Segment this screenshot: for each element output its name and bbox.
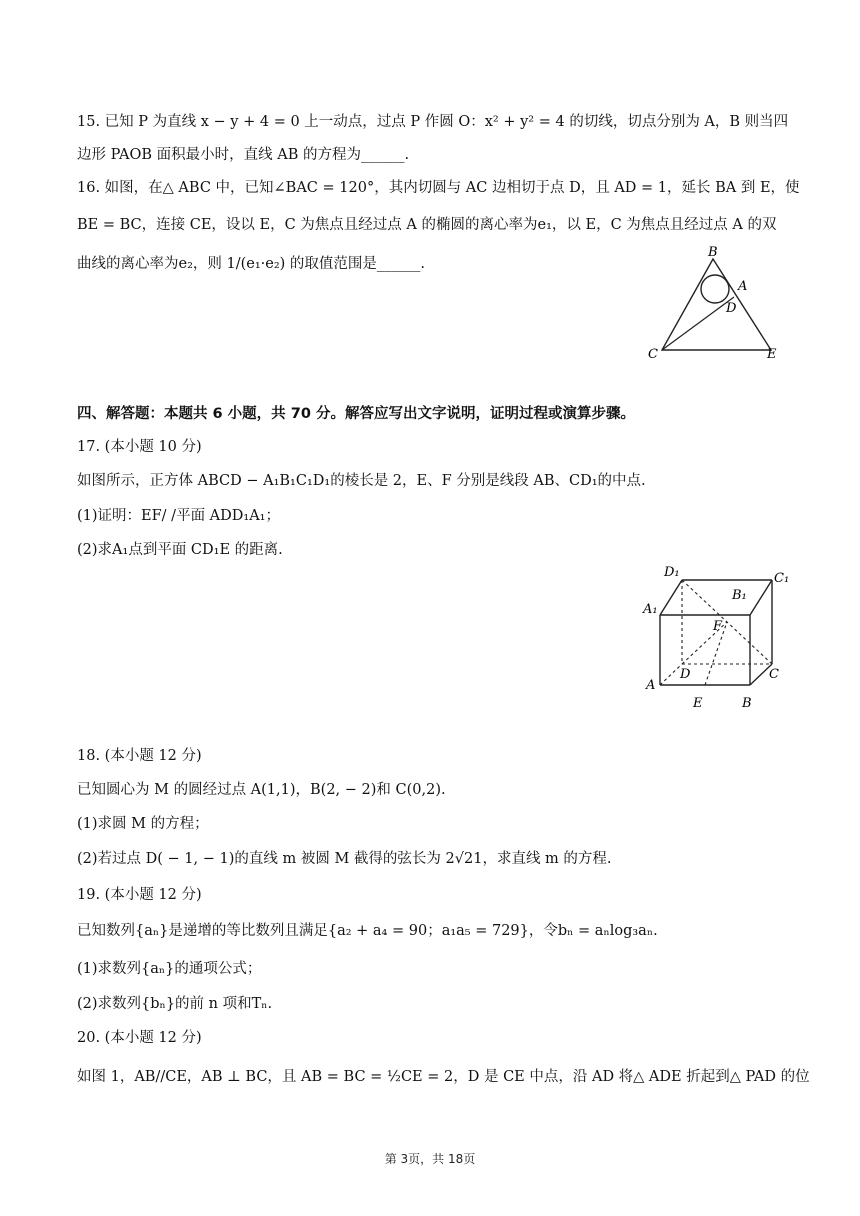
fig-label-C: C — [648, 347, 658, 362]
problem-18-line-2: (1)求圆 M 的方程； — [77, 816, 209, 832]
problem-16-line-1: 16. 如图，在△ ABC 中，已知∠BAC = 120°，其内切圆与 AC 边相切于点 D，且 AD = 1，延长 BA 到 E，使 — [77, 180, 800, 196]
problem-19-line-1: 已知数列{aₙ}是递增的等比数列且满足{a₂ + a₄ = 90；a₁a₅ = 729}，令bₙ = aₙlog₃aₙ. — [77, 923, 658, 939]
fig-label-E: E — [767, 347, 777, 362]
triangle-figure — [640, 242, 800, 367]
problem-20-heading: 20. (本小题 12 分) — [77, 1030, 202, 1046]
fig-label-B1: B₁ — [732, 588, 747, 603]
problem-18-line-1: 已知圆心为 M 的圆经过点 A(1,1)，B(2, − 2)和 C(0,2). — [77, 782, 446, 798]
section-4-heading: 四、解答题：本题共 6 小题，共 70 分。解答应写出文字说明，证明过程或演算步骤。 — [77, 406, 635, 422]
fig-label-B: B — [708, 245, 718, 260]
problem-19-line-2: (1)求数列{aₙ}的通项公式； — [77, 961, 262, 977]
problem-17-line-2: (1)证明：EF/ /平面 ADD₁A₁； — [77, 508, 280, 524]
fig-label-A: A — [646, 678, 656, 693]
fig-label-D1: D₁ — [664, 565, 680, 580]
problem-17-line-3: (2)求A₁点到平面 CD₁E 的距离. — [77, 542, 283, 558]
fig-label-E: E — [693, 696, 703, 711]
problem-15-line-2: 边形 PAOB 面积最小时，直线 AB 的方程为______. — [77, 147, 410, 163]
page-footer: 第 3页，共 18页 — [384, 1152, 476, 1166]
fig-label-B: B — [742, 696, 752, 711]
cube-figure — [640, 562, 800, 712]
problem-18-heading: 18. (本小题 12 分) — [77, 748, 202, 764]
fig-label-A1: A₁ — [643, 602, 658, 617]
problem-17-heading: 17. (本小题 10 分) — [77, 439, 202, 455]
problem-20-line-1: 如图 1，AB//CE，AB ⊥ BC，且 AB = BC = ½CE = 2，D 是 CE 中点，沿 AD 将△ ADE 折起到△ PAD 的位 — [77, 1069, 810, 1085]
fig-label-C1: C₁ — [774, 571, 790, 586]
fig-label-C: C — [769, 667, 779, 682]
triangle-outline — [662, 259, 771, 350]
problem-19-heading: 19. (本小题 12 分) — [77, 887, 202, 903]
fig-label-A: A — [738, 279, 748, 294]
fig-label-F: F — [713, 619, 723, 634]
fig-label-D: D — [680, 667, 691, 682]
segment-CA — [662, 297, 734, 350]
problem-19-line-3: (2)求数列{bₙ}的前 n 项和Tₙ. — [77, 996, 273, 1012]
problem-16-line-2: BE = BC，连接 CE，设以 E，C 为焦点且经过点 A 的椭圆的离心率为e₁，以 E，C 为焦点且经过点 A 的双 — [77, 217, 777, 233]
incircle — [701, 275, 729, 303]
fig-label-D: D — [726, 301, 737, 316]
problem-18-line-3: (2)若过点 D( − 1, − 1)的直线 m 被圆 M 截得的弦长为 2√21，求直线 m 的方程. — [77, 851, 612, 867]
problem-16-line-3: 曲线的离心率为e₂，则 1/(e₁·e₂) 的取值范围是______. — [77, 256, 426, 272]
problem-15-line-1: 15. 已知 P 为直线 x − y + 4 = 0 上一动点，过点 P 作圆 O：x² + y² = 4 的切线，切点分别为 A，B 则当四 — [77, 114, 789, 130]
problem-17-line-1: 如图所示，正方体 ABCD − A₁B₁C₁D₁的棱长是 2，E、F 分别是线段 AB、CD₁的中点. — [77, 473, 646, 489]
